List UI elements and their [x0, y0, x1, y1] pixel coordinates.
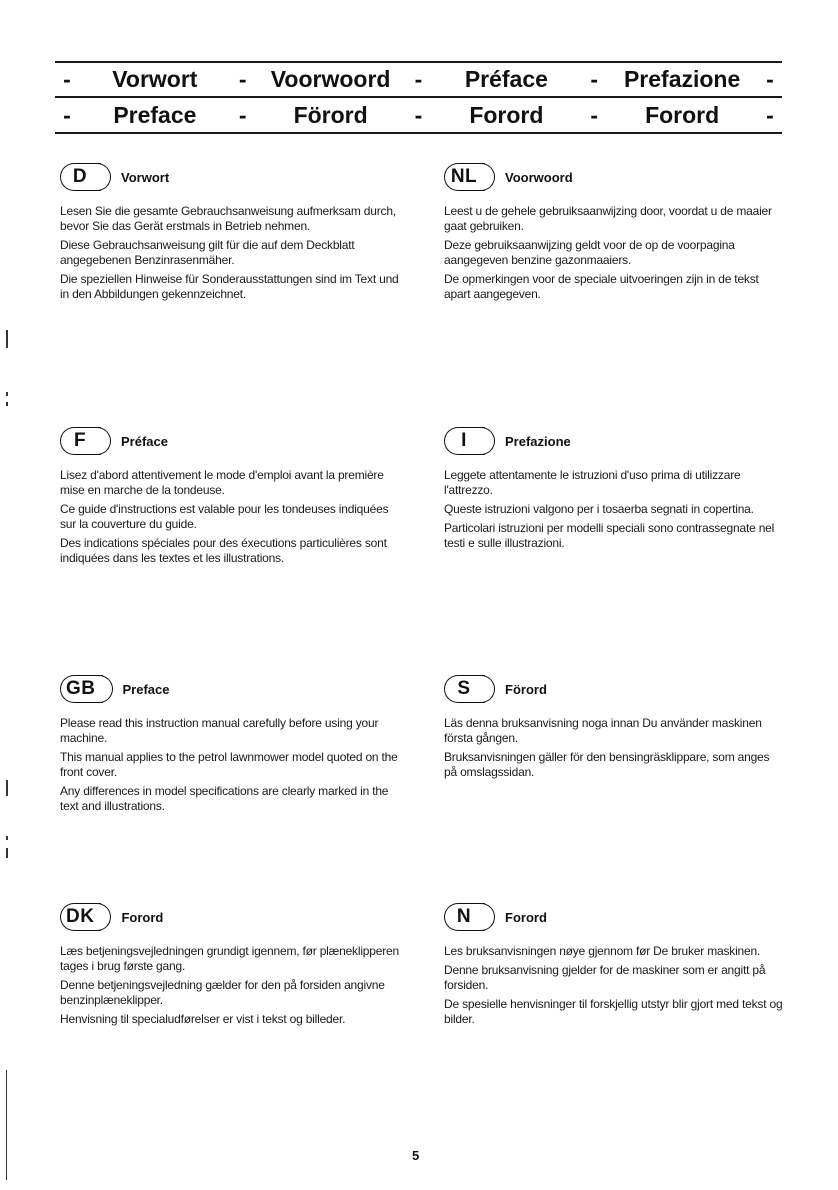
paragraph: Bruksanvisningen gäller för den bensingräsklippare, som anges på omslagssidan. — [444, 750, 770, 779]
section-heading — [60, 902, 400, 932]
paragraph: Læs betjeningsvejledningen grundigt igennem, før plæneklipperen tages i brug første gang. — [60, 944, 399, 973]
header-dash: - — [63, 101, 71, 128]
section-title: Forord — [121, 909, 164, 925]
language-badge-d: D — [60, 163, 101, 191]
paragraph: Les bruksanvisningen nøye gjennom før De bruker maskinen. — [444, 944, 761, 958]
header-dash: - — [238, 65, 247, 92]
header-dash: - — [63, 65, 71, 92]
header-word: Voorwoord — [270, 65, 391, 92]
header-row-1 — [55, 62, 782, 96]
section-heading — [60, 674, 400, 704]
section-english — [60, 674, 400, 818]
section-title: Voorwoord — [505, 169, 573, 185]
section-title: Forord — [505, 909, 547, 925]
header-dash: - — [766, 101, 774, 128]
section-french — [60, 426, 400, 570]
paragraph: Henvisning til specialudførelser er vist i tekst og billeder. — [60, 1012, 346, 1026]
header-word: Preface — [113, 101, 197, 128]
section-norwegian — [444, 902, 784, 1031]
header-dash: - — [238, 101, 247, 128]
header-word: Prefazione — [623, 65, 741, 92]
paragraph: Ce guide d'instructions est valable pour les tondeuses indiquées sur la couverture du guide. — [60, 502, 389, 531]
section-title: Préface — [121, 433, 168, 449]
scan-mark — [6, 402, 8, 406]
language-badge-gb: GB — [60, 675, 103, 703]
language-badge-s: S — [444, 675, 485, 703]
language-badge-n: N — [444, 903, 485, 931]
header-dash: - — [414, 101, 423, 128]
section-heading — [60, 426, 400, 456]
header-word: Forord — [469, 101, 544, 128]
paragraph: Des indications spéciales pour des éxecutions particulières sont indiquées dans les textes et les illustrations. — [60, 536, 387, 565]
scan-mark — [6, 330, 8, 348]
language-badge-f: F — [60, 427, 101, 455]
paragraph: Läs denna bruksanvisning noga innan Du använder maskinen första gången. — [444, 716, 762, 745]
header-word: Préface — [464, 65, 548, 92]
paragraph: Queste istruzioni valgono per i tosaerba segnati in copertina. — [444, 502, 754, 516]
section-title: Preface — [122, 681, 170, 697]
section-swedish — [444, 674, 784, 784]
paragraph: Please read this instruction manual carefully before using your machine. — [60, 716, 379, 745]
paragraph: De opmerkingen voor de speciale uitvoeringen zijn in de tekst apart aangegeven. — [444, 272, 759, 301]
header-row-2 — [55, 98, 782, 132]
scan-mark — [6, 836, 8, 840]
paragraph: Particolari istruzioni per modelli speciali sono contrassegnate nel testi e sulle illustrazioni. — [444, 521, 775, 550]
section-title: Prefazione — [505, 433, 571, 449]
paragraph: Die speziellen Hinweise für Sonderausstattungen sind im Text und in den Abbildungen gekennzeichnet. — [60, 272, 399, 301]
header-word: Vorwort — [112, 65, 198, 92]
section-dutch — [444, 162, 784, 306]
header-rule-bottom — [55, 132, 782, 134]
section-heading — [444, 426, 784, 456]
paragraph: Leggete attentamente le istruzioni d'uso prima di utilizzare l'attrezzo. — [444, 468, 741, 497]
paragraph: Deze gebruiksaanwijzing geldt voor de op de voorpagina aangegeven benzine gazonmaaiers. — [444, 238, 735, 267]
section-title: Förord — [505, 681, 547, 697]
header-dash: - — [766, 65, 774, 92]
paragraph: De spesielle henvisninger til forskjellig utstyr blir gjort med tekst og bilder. — [444, 997, 783, 1026]
paragraph: Leest u de gehele gebruiksaanwijzing door, voordat u de maaier gaat gebruiken. — [444, 204, 772, 233]
language-badge-dk: DK — [60, 903, 101, 931]
header-dash: - — [414, 65, 423, 92]
page-number: 5 — [412, 1148, 420, 1163]
paragraph: Diese Gebrauchsanweisung gilt für die auf dem Deckblatt angegebenen Benzinrasenmäher. — [60, 238, 355, 267]
scan-mark — [6, 392, 8, 396]
section-heading — [60, 162, 400, 192]
scan-mark — [6, 1070, 7, 1180]
paragraph: Any differences in model specifications are clearly marked in the text and illustrations. — [60, 784, 389, 813]
scan-mark — [6, 780, 8, 796]
header-dash: - — [590, 101, 599, 128]
language-badge-i: I — [444, 427, 485, 455]
section-heading — [444, 674, 784, 704]
header-dash: - — [590, 65, 599, 92]
paragraph: Lesen Sie die gesamte Gebrauchsanweisung aufmerksam durch, bevor Sie das Gerät erstmals in Betrieb nehmen. — [60, 204, 396, 233]
header-word: Förord — [293, 101, 368, 128]
paragraph: Lisez d'abord attentivement le mode d'emploi avant la première mise en marche de la tondeuse. — [60, 468, 384, 497]
paragraph: Denne betjeningsvejledning gælder for den på forsiden angivne benzinplæneklipper. — [60, 978, 385, 1007]
language-badge-nl: NL — [444, 163, 485, 191]
section-italian — [444, 426, 784, 555]
section-title: Vorwort — [121, 169, 170, 185]
paragraph: This manual applies to the petrol lawnmower model quoted on the front cover. — [60, 750, 398, 779]
header-word: Forord — [645, 101, 720, 128]
section-danish — [60, 902, 400, 1031]
scan-mark — [6, 848, 8, 858]
section-heading — [444, 902, 784, 932]
paragraph: Denne bruksanvisning gjelder for de maskiner som er angitt på forsiden. — [444, 963, 766, 992]
section-german — [60, 162, 400, 306]
section-heading — [444, 162, 784, 192]
